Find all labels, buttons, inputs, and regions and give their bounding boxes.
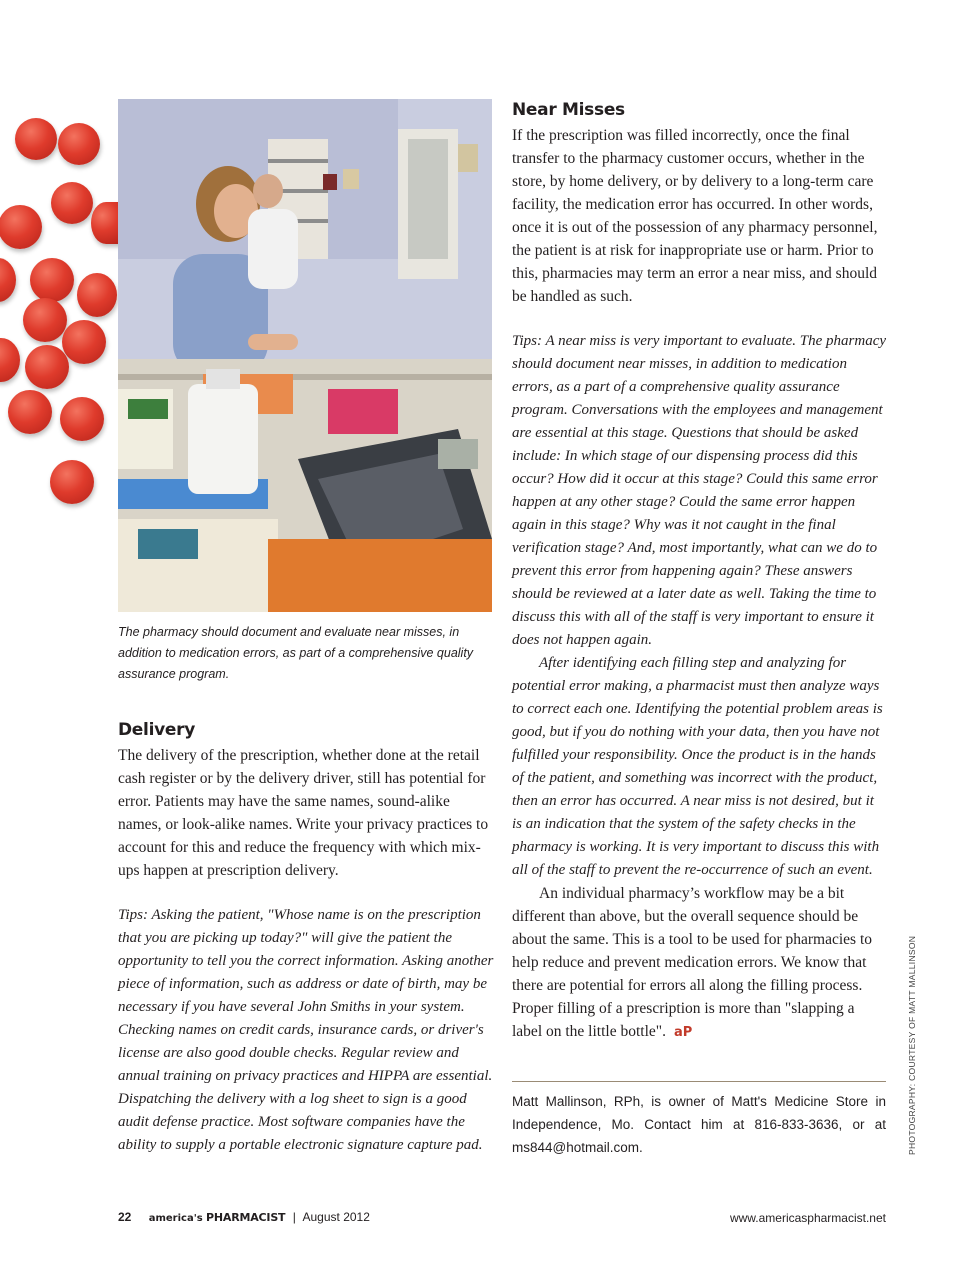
photo-caption: The pharmacy should document and evaluate near misses, in addition to medication errors, as part of a comprehensive quality assurance program.: [118, 625, 474, 681]
near-misses-section: [512, 100, 886, 1044]
bio-divider: [512, 1081, 886, 1082]
delivery-heading: Delivery: [118, 720, 195, 740]
near-misses-heading: Near Misses: [512, 100, 625, 120]
end-mark-logo: aP: [673, 1025, 693, 1040]
near-misses-closing: [512, 882, 886, 1044]
website-url: www.americaspharmacist.net: [729, 1211, 886, 1225]
brand-name: PHARMACIST: [206, 1211, 286, 1224]
delivery-section: [118, 720, 494, 1157]
closing-text: An individual pharmacy’s workflow may be a bit different than above, but the overall sequence should be about the same. This is a tool to be used for pharmacies to help reduce and prevent medication errors. We know that there are potential for errors all along the filling process. Proper filling of a prescription is more than "slapping a label on the little bottle".: [512, 885, 873, 1040]
author-bio: Matt Mallinson, RPh, is owner of Matt's Medicine Store in Independence, Mo. Contact him at 816-833-3636, or at ms844@hotmail.com.: [512, 1094, 886, 1155]
near-misses-body: If the prescription was filled incorrectly, once the final transfer to the pharmacy customer occurs, whether in the store, by home delivery, or by delivery to a long-term care facility, the medication error has occurred. In other words, once it is out of the possession of any pharmacy personnel, the patient is at risk for inappropriate use or harm. Prior to this, pharmacies may term an error a near miss, and should be handled as such.: [512, 127, 878, 305]
near-misses-tips-paragraph-2: After identifying each filling step and analyzing for potential error making, a pharmacist must then analyze ways to correct each one. Identifying the potential problem areas is good, but if you do nothing with your data, then you have not fulfilled your responsibility. Once the product is in the hands of the patient, and something was incorrect with the product, then an error has occurred. A near miss is not desired, but it is an indication that the system of the safety checks in the pharmacy is working. It is very important to discuss this with all of the staff to prevent the re-occurrence of such an event.: [512, 655, 883, 878]
issue-date: August 2012: [302, 1210, 370, 1224]
pharmacy-photo: [118, 99, 492, 612]
footer-separator: |: [292, 1210, 296, 1224]
page-number: 22: [118, 1210, 132, 1224]
near-misses-tips: Tips: A near miss is very important to evaluate. The pharmacy should document near misses, in addition to medication errors, as a part of a comprehensive quality assurance program. Conversations with the employees and management are essential at this stage. Questions that should be asked include: In which stage of our dispensing process did this occur? How did it occur at this stage? Could this same error happen at any other stage? Could the same error happen again in this stage? Why was it not caught in the final verification stage? And, most importantly, what can we do to prevent this error from happening again? These answers should be reviewed at a later date as well. Taking the time to discuss this with all of the staff is very important to ensure it does not happen again.: [512, 333, 887, 648]
delivery-body: The delivery of the prescription, whether done at the retail cash register or by the delivery driver, still has potential for error. Patients may have the same names, sound-alike names, or look-alike names. Write your privacy practices to account for this and reduce the frequency with which mix-ups happen at prescription delivery.: [118, 747, 489, 879]
delivery-tips: Tips: Asking the patient, "Whose name is on the prescription that you are picking up today?" will give the patient the opportunity to tell you the correct information. Asking another piece of information, such as address or date of birth, may be necessary if you have several John Smiths in your system. Checking names on credit cards, insurance cards, or driver's license are also good double checks. Regular review and annual training on privacy practices and HIPPA are essential. Dispatching the delivery with a log sheet to sign is a good audit defense practice. Most software companies have the ability to supply a portable electronic signature capture pad.: [118, 907, 494, 1153]
brand-prefix: america's: [148, 1213, 203, 1224]
photo-credit: PHOTOGRAPHY: COURTESY OF MATT MALLINSON: [907, 935, 917, 1155]
footer-left: [118, 1210, 370, 1224]
